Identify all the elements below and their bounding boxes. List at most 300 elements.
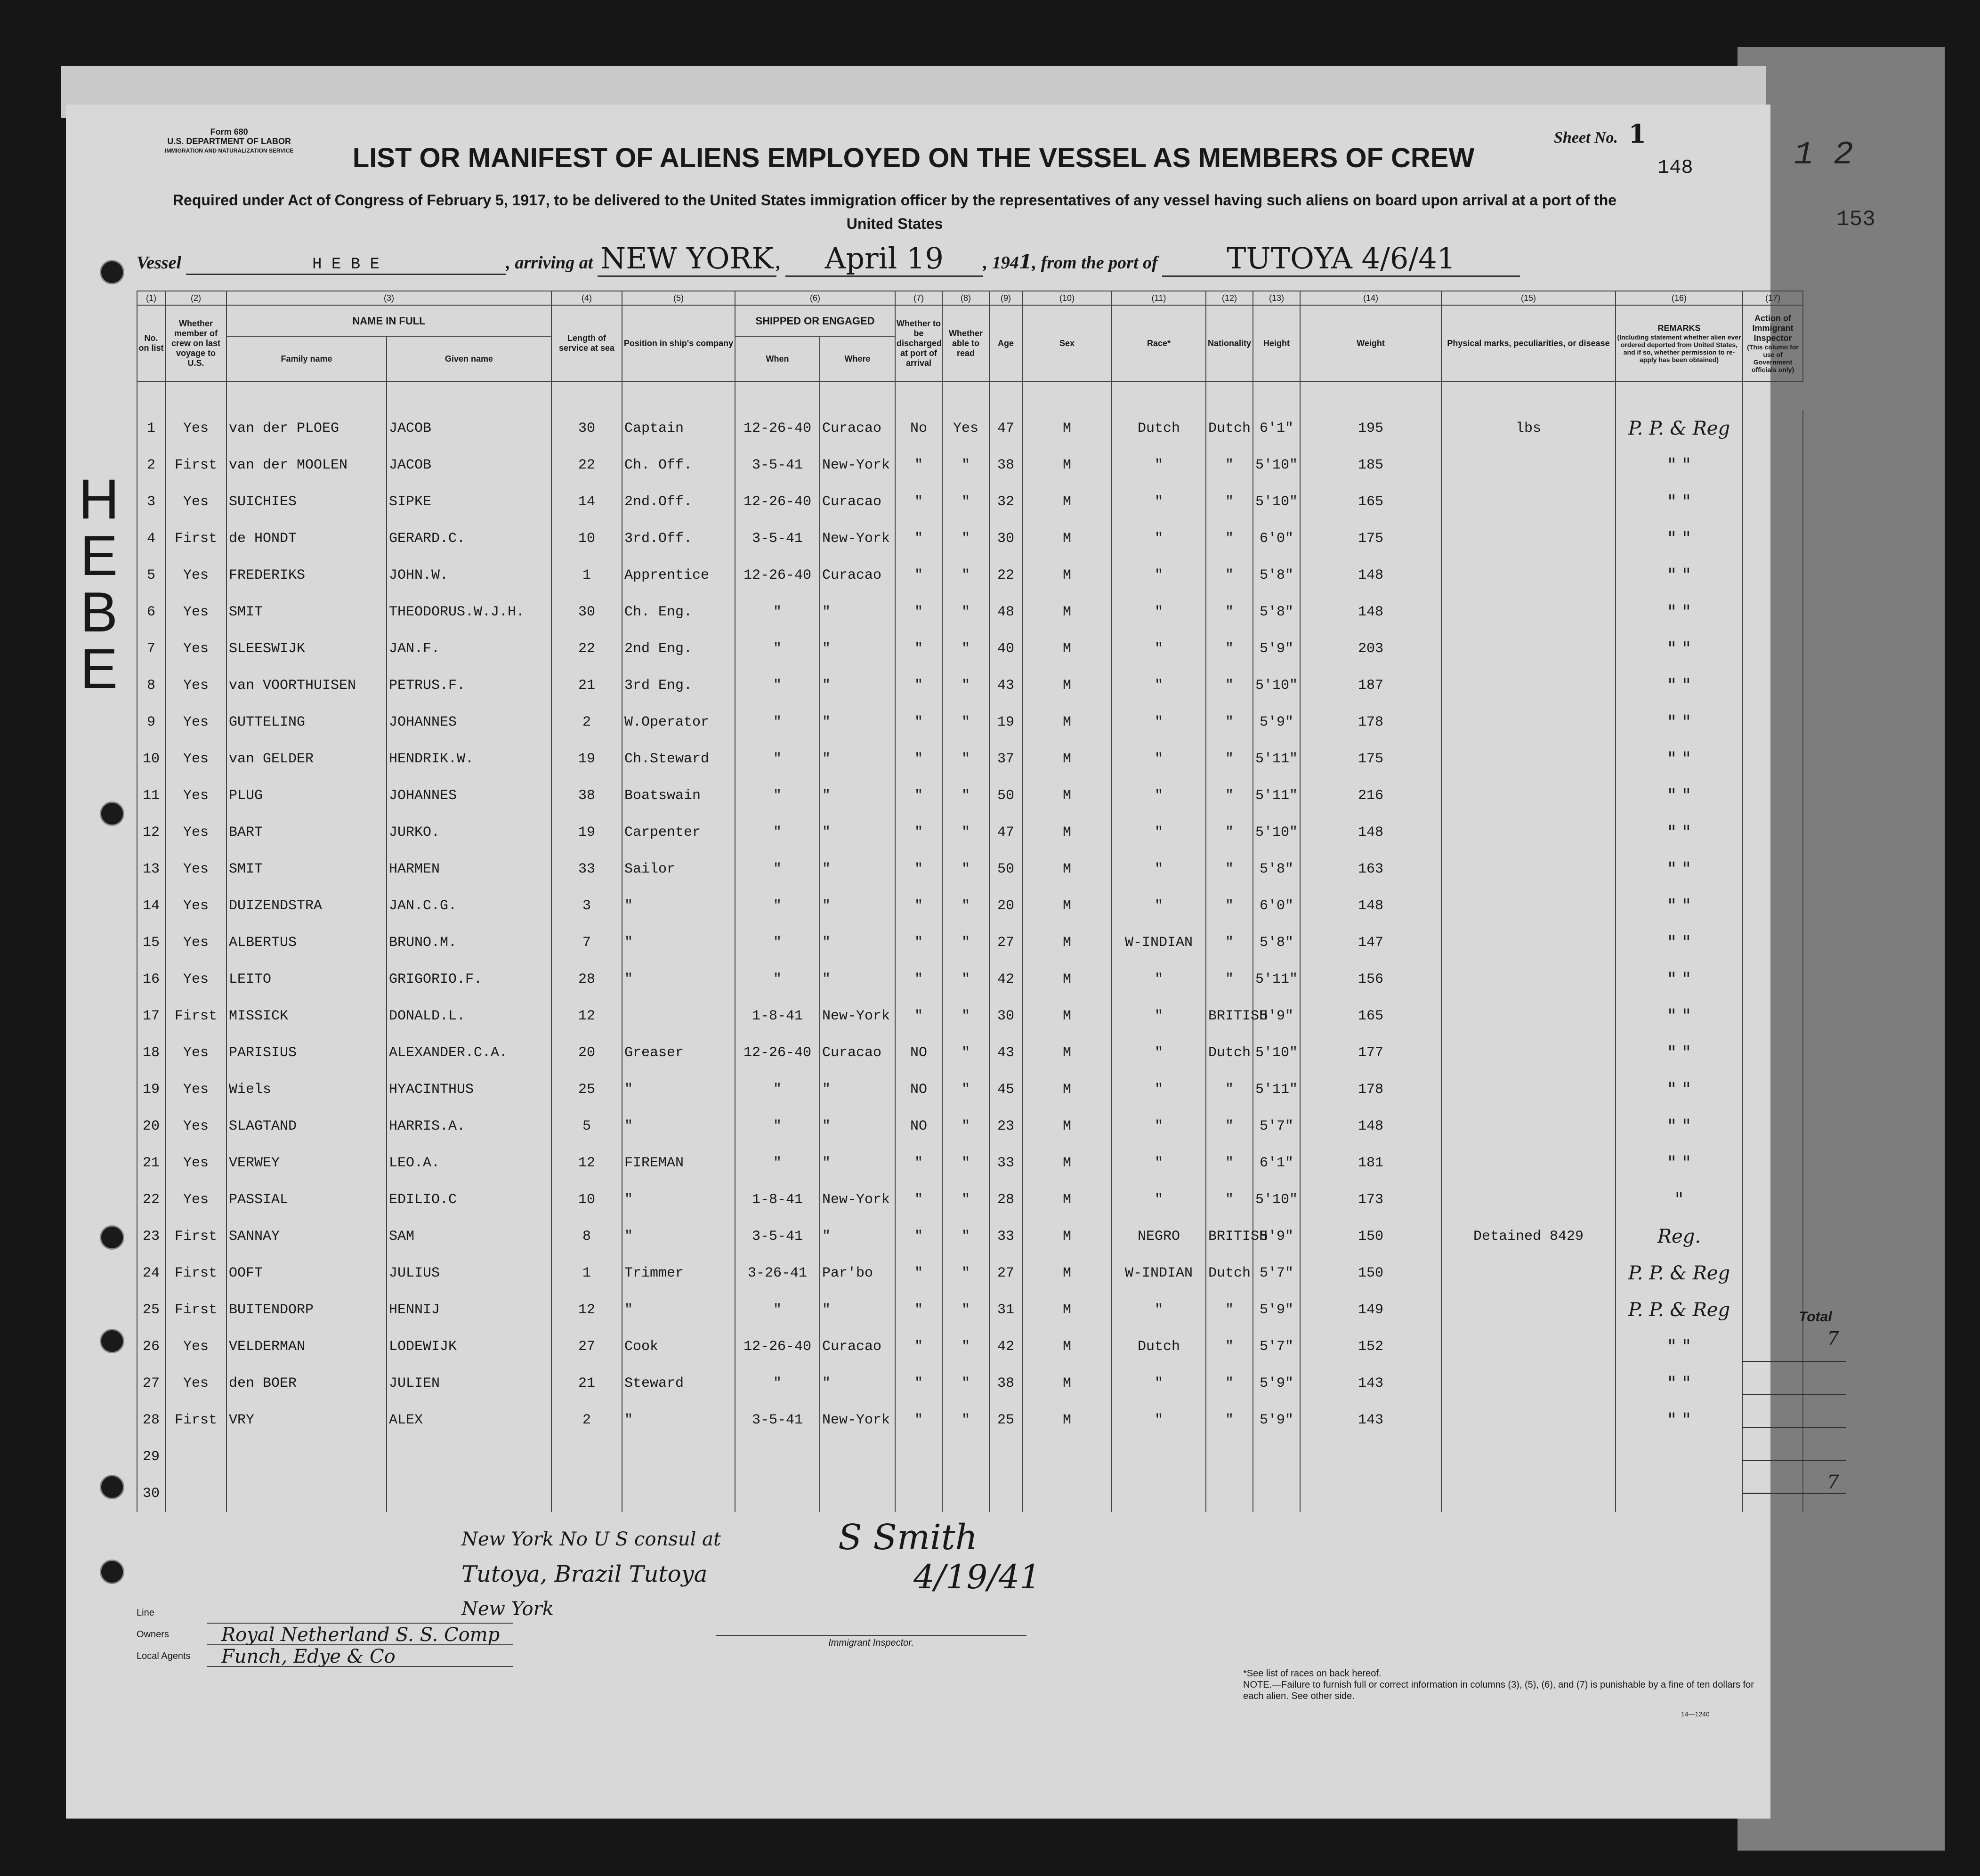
- crew-age: 47: [989, 410, 1022, 447]
- crew-sex: M: [1022, 888, 1112, 924]
- crew-read: ": [942, 1292, 989, 1328]
- crew-height: 5'9": [1253, 631, 1300, 667]
- crew-action: [1743, 998, 1803, 1035]
- signature-name: S Smith: [838, 1517, 978, 1558]
- crew-given-name: [387, 1439, 551, 1475]
- crew-action: [1743, 1181, 1803, 1218]
- owners-value: Royal Netherland S. S. Comp: [207, 1625, 513, 1645]
- crew-family-name: VERWEY: [226, 1145, 387, 1181]
- crew-given-name: JULIEN: [387, 1365, 551, 1402]
- crew-remarks: " ": [1616, 814, 1743, 851]
- table-row: [137, 1292, 1803, 1328]
- crew-when: [735, 1475, 820, 1512]
- crew-weight: 165: [1300, 484, 1441, 520]
- crew-position: ": [622, 1071, 735, 1108]
- crew-height: 5'7": [1253, 1328, 1300, 1365]
- crew-position: [622, 1439, 735, 1475]
- crew-weight: 216: [1300, 777, 1441, 814]
- colnum-4: (4): [551, 291, 622, 305]
- crew-discharged: ": [895, 777, 942, 814]
- crew-remarks: " ": [1616, 1071, 1743, 1108]
- crew-nationality: ": [1206, 1071, 1253, 1108]
- crew-physical: [1441, 924, 1616, 961]
- crew-age: 47: [989, 814, 1022, 851]
- crew-given-name: HENDRIK.W.: [387, 741, 551, 777]
- crew-discharged: ": [895, 667, 942, 704]
- crew-age: 23: [989, 1108, 1022, 1145]
- crew-read: ": [942, 594, 989, 631]
- crew-service: 28: [551, 961, 622, 998]
- crew-member: [165, 1439, 226, 1475]
- crew-remarks: Reg.: [1616, 1218, 1743, 1255]
- crew-no: 3: [137, 484, 165, 520]
- header-height: Height: [1253, 305, 1300, 381]
- crew-height: 5'9": [1253, 704, 1300, 741]
- crew-height: 5'10": [1253, 447, 1300, 484]
- crew-family-name: LEITO: [226, 961, 387, 998]
- crew-remarks: " ": [1616, 1108, 1743, 1145]
- crew-height: 6'1": [1253, 1145, 1300, 1181]
- crew-physical: [1441, 1365, 1616, 1402]
- table-spacer-row: [137, 381, 1803, 410]
- crew-action: [1743, 888, 1803, 924]
- colnum-17: (17): [1743, 291, 1803, 305]
- crew-where: Par'bo: [820, 1255, 895, 1292]
- crew-action: [1743, 741, 1803, 777]
- crew-race: ": [1112, 851, 1206, 888]
- crew-remarks: P. P. & Reg: [1616, 1292, 1743, 1328]
- crew-race: ": [1112, 1035, 1206, 1071]
- header-remarks-note: (Including statement whether alien ever ordered deported from United States, and if so, whether permission to re-apply has been obtained): [1617, 333, 1741, 364]
- crew-given-name: BRUNO.M.: [387, 924, 551, 961]
- crew-position: ": [622, 888, 735, 924]
- crew-where: [820, 1439, 895, 1475]
- crew-action: [1743, 1145, 1803, 1181]
- owners-field: [137, 1624, 513, 1645]
- crew-when: ": [735, 961, 820, 998]
- crew-physical: [1441, 814, 1616, 851]
- crew-service: 12: [551, 1292, 622, 1328]
- crew-race: ": [1112, 888, 1206, 924]
- crew-nationality: ": [1206, 1328, 1253, 1365]
- crew-member: Yes: [165, 814, 226, 851]
- crew-no: 29: [137, 1439, 165, 1475]
- crew-discharged: ": [895, 704, 942, 741]
- penalty-note: NOTE.—Failure to furnish full or correct information in columns (3), (5), (6), and (7) is punishable by a fine of ten dollars for each alien. See other side.: [1243, 1680, 1754, 1701]
- crew-height: 5'8": [1253, 594, 1300, 631]
- crew-when: ": [735, 851, 820, 888]
- crew-discharged: ": [895, 1365, 942, 1402]
- crew-read: ": [942, 520, 989, 557]
- header-action-note: (This column for use of Government officials only): [1747, 343, 1799, 373]
- crew-member: First: [165, 1255, 226, 1292]
- crew-member: First: [165, 1292, 226, 1328]
- table-row: [137, 447, 1803, 484]
- crew-race: ": [1112, 557, 1206, 594]
- form-number: Form 680: [210, 127, 248, 137]
- crew-given-name: GERARD.C.: [387, 520, 551, 557]
- crew-read: ": [942, 814, 989, 851]
- crew-discharged: NO: [895, 1108, 942, 1145]
- crew-physical: [1441, 1035, 1616, 1071]
- crew-position: ": [622, 1292, 735, 1328]
- crew-position: 2nd.Off.: [622, 484, 735, 520]
- crew-weight: 181: [1300, 1145, 1441, 1181]
- table-row: [137, 888, 1803, 924]
- crew-family-name: den BOER: [226, 1365, 387, 1402]
- crew-read: ": [942, 484, 989, 520]
- crew-age: 42: [989, 961, 1022, 998]
- crew-remarks: " ": [1616, 888, 1743, 924]
- crew-member: Yes: [165, 888, 226, 924]
- crew-discharged: ": [895, 961, 942, 998]
- crew-action: [1743, 777, 1803, 814]
- crew-discharged: ": [895, 924, 942, 961]
- colnum-13: (13): [1253, 291, 1300, 305]
- crew-service: 19: [551, 741, 622, 777]
- crew-family-name: PARISIUS: [226, 1035, 387, 1071]
- crew-given-name: DONALD.L.: [387, 998, 551, 1035]
- crew-service: [551, 1439, 622, 1475]
- header-discharged: Whether to be discharged at port of arrival: [895, 305, 942, 381]
- vessel-name: H E B E: [186, 256, 506, 275]
- crew-read: ": [942, 631, 989, 667]
- arriving-port: NEW YORK: [598, 241, 776, 277]
- crew-family-name: [226, 1439, 387, 1475]
- crew-discharged: [895, 1439, 942, 1475]
- crew-when: 12-26-40: [735, 1035, 820, 1071]
- crew-weight: 178: [1300, 704, 1441, 741]
- crew-weight: 148: [1300, 1108, 1441, 1145]
- crew-service: [551, 1475, 622, 1512]
- crew-member: Yes: [165, 1181, 226, 1218]
- crew-position: ": [622, 1108, 735, 1145]
- table-row: [137, 1218, 1803, 1255]
- crew-family-name: SANNAY: [226, 1218, 387, 1255]
- crew-weight: 185: [1300, 447, 1441, 484]
- punch-hole: [100, 1560, 124, 1584]
- crew-service: 21: [551, 1365, 622, 1402]
- crew-physical: [1441, 484, 1616, 520]
- crew-member: Yes: [165, 557, 226, 594]
- crew-where: Curacao: [820, 484, 895, 520]
- crew-position: Ch. Eng.: [622, 594, 735, 631]
- vessel-line: Vessel H E B E , arriving at NEW YORK , April 19 , 1941, from the port of TUTOYA 4/6/41: [137, 241, 1719, 277]
- crew-no: 28: [137, 1402, 165, 1439]
- crew-service: 21: [551, 667, 622, 704]
- crew-member: Yes: [165, 1365, 226, 1402]
- crew-when: 12-26-40: [735, 1328, 820, 1365]
- crew-where: Curacao: [820, 1035, 895, 1071]
- crew-position: ": [622, 1218, 735, 1255]
- crew-given-name: HENNIJ: [387, 1292, 551, 1328]
- crew-service: 1: [551, 1255, 622, 1292]
- crew-sex: M: [1022, 924, 1112, 961]
- vessel-label: Vessel: [137, 253, 181, 273]
- crew-physical: [1441, 741, 1616, 777]
- department-name: U.S. DEPARTMENT OF LABOR: [167, 137, 291, 146]
- year-value: 1: [1018, 251, 1032, 273]
- crew-read: Yes: [942, 410, 989, 447]
- agents-label: Local Agents: [137, 1651, 191, 1661]
- crew-action: [1743, 1402, 1803, 1439]
- crew-physical: [1441, 1255, 1616, 1292]
- crew-weight: 187: [1300, 667, 1441, 704]
- crew-position: Ch. Off.: [622, 447, 735, 484]
- crew-position: Cook: [622, 1328, 735, 1365]
- crew-physical: lbs: [1441, 410, 1616, 447]
- header-length-service: Length of service at sea: [551, 305, 622, 381]
- crew-family-name: BUITENDORP: [226, 1292, 387, 1328]
- crew-given-name: JOHANNES: [387, 777, 551, 814]
- crew-remarks: " ": [1616, 484, 1743, 520]
- crew-physical: [1441, 1439, 1616, 1475]
- crew-no: 13: [137, 851, 165, 888]
- crew-no: 2: [137, 447, 165, 484]
- crew-read: ": [942, 1035, 989, 1071]
- crew-weight: 203: [1300, 631, 1441, 667]
- crew-race: ": [1112, 1181, 1206, 1218]
- crew-height: 5'11": [1253, 961, 1300, 998]
- crew-service: 14: [551, 484, 622, 520]
- table-row: [137, 1365, 1803, 1402]
- crew-where: Curacao: [820, 1328, 895, 1365]
- crew-where: ": [820, 961, 895, 998]
- crew-weight: [1300, 1439, 1441, 1475]
- crew-race: ": [1112, 814, 1206, 851]
- header-whether-member: Whether member of crew on last voyage to U.S.: [165, 305, 226, 381]
- crew-when: 3-5-41: [735, 1218, 820, 1255]
- colnum-8: (8): [942, 291, 989, 305]
- crew-given-name: SAM: [387, 1218, 551, 1255]
- crew-nationality: Dutch: [1206, 1255, 1253, 1292]
- crew-sex: M: [1022, 741, 1112, 777]
- handwritten-note-line-3: New York: [461, 1598, 554, 1620]
- line-field: [137, 1602, 513, 1624]
- crew-when: ": [735, 1292, 820, 1328]
- crew-action: [1743, 1218, 1803, 1255]
- table-row: [137, 520, 1803, 557]
- crew-position: 3rd Eng.: [622, 667, 735, 704]
- crew-weight: 148: [1300, 594, 1441, 631]
- crew-nationality: BRITISH: [1206, 998, 1253, 1035]
- crew-no: 17: [137, 998, 165, 1035]
- crew-physical: [1441, 777, 1616, 814]
- crew-nationality: ": [1206, 924, 1253, 961]
- crew-age: 28: [989, 1181, 1022, 1218]
- crew-physical: [1441, 557, 1616, 594]
- crew-given-name: SIPKE: [387, 484, 551, 520]
- crew-action: [1743, 851, 1803, 888]
- line-label: Line: [137, 1608, 154, 1618]
- back-sheet-stamp: 153: [1836, 207, 1875, 232]
- crew-action: [1743, 631, 1803, 667]
- table-row: [137, 1255, 1803, 1292]
- table-row: [137, 1108, 1803, 1145]
- total-label: Total: [1799, 1309, 1832, 1325]
- crew-read: ": [942, 741, 989, 777]
- crew-family-name: SMIT: [226, 594, 387, 631]
- crew-read: ": [942, 961, 989, 998]
- crew-when: ": [735, 741, 820, 777]
- crew-age: 31: [989, 1292, 1022, 1328]
- crew-service: 33: [551, 851, 622, 888]
- crew-nationality: [1206, 1439, 1253, 1475]
- crew-nationality: ": [1206, 851, 1253, 888]
- crew-nationality: ": [1206, 1145, 1253, 1181]
- crew-read: ": [942, 447, 989, 484]
- crew-read: ": [942, 1328, 989, 1365]
- crew-sex: M: [1022, 1255, 1112, 1292]
- crew-weight: 178: [1300, 1071, 1441, 1108]
- crew-position: ": [622, 1181, 735, 1218]
- crew-nationality: ": [1206, 777, 1253, 814]
- crew-where: ": [820, 1071, 895, 1108]
- crew-discharged: NO: [895, 1071, 942, 1108]
- crew-service: 1: [551, 557, 622, 594]
- crew-action: [1743, 667, 1803, 704]
- crew-service: 3: [551, 888, 622, 924]
- table-row: [137, 704, 1803, 741]
- crew-sex: M: [1022, 814, 1112, 851]
- table-row: [137, 1402, 1803, 1439]
- crew-no: 4: [137, 520, 165, 557]
- crew-where: Curacao: [820, 557, 895, 594]
- crew-discharged: ": [895, 1181, 942, 1218]
- colnum-11: (11): [1112, 291, 1206, 305]
- crew-no: 22: [137, 1181, 165, 1218]
- crew-race: ": [1112, 447, 1206, 484]
- crew-physical: [1441, 1328, 1616, 1365]
- crew-position: Sailor: [622, 851, 735, 888]
- crew-position: Greaser: [622, 1035, 735, 1071]
- header-age: Age: [989, 305, 1022, 381]
- crew-where: New-York: [820, 447, 895, 484]
- crew-read: ": [942, 777, 989, 814]
- crew-race: ": [1112, 741, 1206, 777]
- crew-read: ": [942, 1255, 989, 1292]
- crew-position: ": [622, 1402, 735, 1439]
- crew-physical: [1441, 1292, 1616, 1328]
- crew-height: 5'9": [1253, 1292, 1300, 1328]
- crew-race: Dutch: [1112, 1328, 1206, 1365]
- crew-no: 26: [137, 1328, 165, 1365]
- crew-given-name: ALEX: [387, 1402, 551, 1439]
- agents-value: Funch, Edye & Co: [207, 1647, 513, 1667]
- crew-when: ": [735, 631, 820, 667]
- crew-when: ": [735, 1145, 820, 1181]
- crew-when: ": [735, 594, 820, 631]
- crew-given-name: JURKO.: [387, 814, 551, 851]
- crew-given-name: LEO.A.: [387, 1145, 551, 1181]
- crew-sex: [1022, 1475, 1112, 1512]
- crew-family-name: Wiels: [226, 1071, 387, 1108]
- crew-no: 20: [137, 1108, 165, 1145]
- crew-where: New-York: [820, 1181, 895, 1218]
- crew-discharged: ": [895, 557, 942, 594]
- crew-family-name: van GELDER: [226, 741, 387, 777]
- crew-remarks: " ": [1616, 1145, 1743, 1181]
- handwritten-note-line-2: Tutoya, Brazil Tutoya: [461, 1561, 708, 1587]
- crew-no: 9: [137, 704, 165, 741]
- crew-age: 43: [989, 1035, 1022, 1071]
- crew-sex: M: [1022, 557, 1112, 594]
- header-when: When: [735, 336, 820, 381]
- crew-sex: M: [1022, 520, 1112, 557]
- colnum-7: (7): [895, 291, 942, 305]
- crew-family-name: FREDERIKS: [226, 557, 387, 594]
- crew-height: 5'10": [1253, 667, 1300, 704]
- crew-nationality: Dutch: [1206, 1035, 1253, 1071]
- crew-age: 43: [989, 667, 1022, 704]
- crew-service: 20: [551, 1035, 622, 1071]
- crew-service: 7: [551, 924, 622, 961]
- crew-discharged: ": [895, 741, 942, 777]
- crew-remarks: " ": [1616, 1035, 1743, 1071]
- crew-remarks: " ": [1616, 851, 1743, 888]
- crew-weight: 175: [1300, 741, 1441, 777]
- header-action-title: Action of Immigrant Inspector: [1752, 313, 1794, 343]
- crew-nationality: ": [1206, 1292, 1253, 1328]
- crew-family-name: SMIT: [226, 851, 387, 888]
- crew-physical: [1441, 1402, 1616, 1439]
- colnum-5: (5): [622, 291, 735, 305]
- crew-remarks: " ": [1616, 520, 1743, 557]
- crew-given-name: THEODORUS.W.J.H.: [387, 594, 551, 631]
- crew-age: 27: [989, 1255, 1022, 1292]
- crew-age: 50: [989, 851, 1022, 888]
- crew-age: [989, 1439, 1022, 1475]
- crew-where: ": [820, 631, 895, 667]
- inspector-signature: [838, 1517, 1041, 1596]
- crew-when: 1-8-41: [735, 998, 820, 1035]
- crew-given-name: EDILIO.C: [387, 1181, 551, 1218]
- crew-service: 10: [551, 520, 622, 557]
- crew-remarks: " ": [1616, 998, 1743, 1035]
- crew-discharged: ": [895, 484, 942, 520]
- crew-age: 48: [989, 594, 1022, 631]
- table-row: [137, 1181, 1803, 1218]
- crew-nationality: Dutch: [1206, 410, 1253, 447]
- crew-sex: M: [1022, 410, 1112, 447]
- crew-age: 42: [989, 1328, 1022, 1365]
- crew-position: Steward: [622, 1365, 735, 1402]
- crew-service: 25: [551, 1071, 622, 1108]
- crew-height: 5'7": [1253, 1108, 1300, 1145]
- crew-no: 24: [137, 1255, 165, 1292]
- header-read: Whether able to read: [942, 305, 989, 381]
- crew-sex: [1022, 1439, 1112, 1475]
- crew-service: 30: [551, 410, 622, 447]
- header-family-name: Family name: [226, 336, 387, 381]
- crew-height: 6'0": [1253, 520, 1300, 557]
- header-position: Position in ship's company: [622, 305, 735, 381]
- crew-read: [942, 1439, 989, 1475]
- crew-height: 5'9": [1253, 1402, 1300, 1439]
- crew-given-name: JACOB: [387, 447, 551, 484]
- crew-read: ": [942, 998, 989, 1035]
- crew-weight: 195: [1300, 410, 1441, 447]
- header-where: Where: [820, 336, 895, 381]
- crew-remarks: [1616, 1439, 1743, 1475]
- crew-nationality: ": [1206, 1181, 1253, 1218]
- crew-when: [735, 1439, 820, 1475]
- footer-fields: [137, 1602, 513, 1667]
- crew-race: ": [1112, 1145, 1206, 1181]
- crew-sex: M: [1022, 777, 1112, 814]
- page-title: LIST OR MANIFEST OF ALIENS EMPLOYED ON THE VESSEL AS MEMBERS OF CREW: [352, 143, 1475, 173]
- owners-label: Owners: [137, 1629, 169, 1640]
